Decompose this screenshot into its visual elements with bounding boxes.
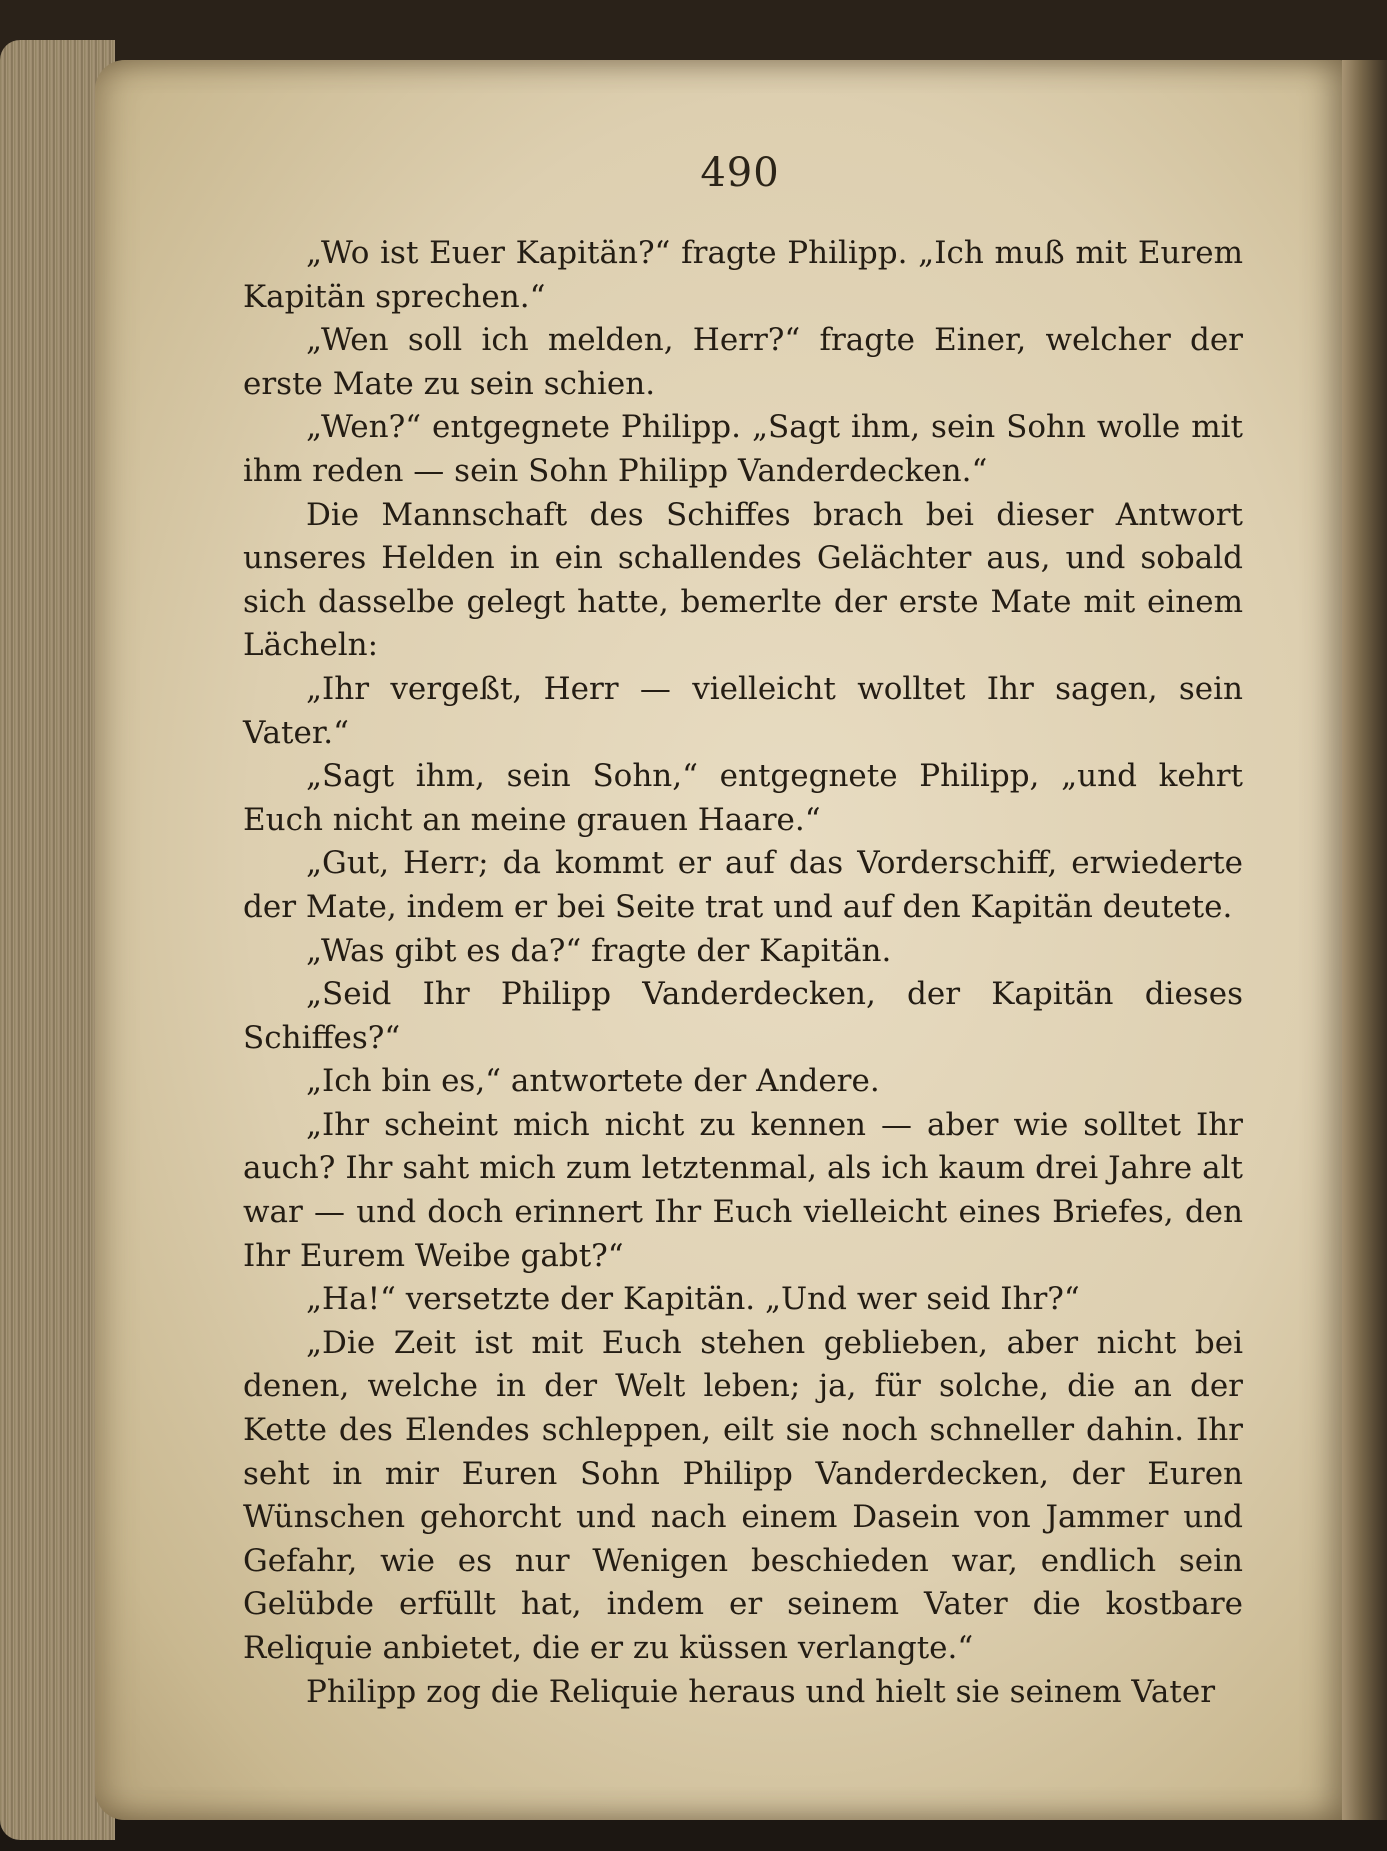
paragraph: Die Mannschaft des Schiffes brach bei dieser Antwort unseres Helden in ein schallendes Gelächter aus, und sobald sich dasselbe gelegt hatte, bemerlte der erste Mate mit einem Lächeln: <box>243 496 1243 664</box>
page-number: 490 <box>700 150 780 196</box>
paragraph: „Wo ist Euer Kapitän?“ fragte Philipp. „Ich muß mit Eurem Kapitän sprechen.“ <box>243 235 1243 315</box>
paragraph: „Ihr vergeßt, Herr — vielleicht wolltet Ihr sagen, sein Vater.“ <box>243 670 1243 751</box>
paragraph: „Gut, Herr; da kommt er auf das Vorderschiff, erwiederte der Mate, indem er bei Seite trat und auf den Kapitän deutete. <box>243 845 1243 925</box>
paragraph: „Ihr scheint mich nicht zu kennen — aber wie solltet Ihr auch? Ihr saht mich zum letztenmal, als ich kaum drei Jahre alt war — und doch erinnert Ihr Euch vielleicht eines Briefes, den Ihr Eurem Weibe gabt?“ <box>243 1106 1243 1274</box>
paragraph: „Wen?“ entgegnete Philipp. „Sagt ihm, sein Sohn wolle mit ihm reden — sein Sohn Philipp Vanderdecken.“ <box>243 409 1243 489</box>
paragraph: Philipp zog die Reliquie heraus und hielt sie seinem Vater <box>306 1673 1216 1710</box>
paragraph: „Die Zeit ist mit Euch stehen geblieben, aber nicht bei denen, welche in der Welt leben; ja, für solche, die an der Kette des Elendes schleppen, eilt sie noch schneller dahin. Ihr seht in mir Euren Sohn Philipp Vanderdecken, der Euren Wünschen gehorcht und nach einem Dasein von Jammer und Gefahr, wie es nur Wenigen beschieden war, endlich sein Gelübde erfüllt hat, indem er seinem Vater die kostbare Reliquie anbietet, die er zu küssen verlangte.“ <box>243 1324 1243 1666</box>
paragraph: „Ich bin es,“ antwortete der Andere. <box>306 1063 880 1100</box>
paragraph: „Seid Ihr Philipp Vanderdecken, der Kapitän dieses Schiffes?“ <box>243 976 1243 1056</box>
paragraph: „Was gibt es da?“ fragte der Kapitän. <box>306 932 892 969</box>
paragraph: „Sagt ihm, sein Sohn,“ entgegnete Philipp, „und kehrt Euch nicht an meine grauen Haare.“ <box>243 758 1243 838</box>
book-gutter <box>1342 60 1387 1820</box>
body-text <box>243 232 1243 1714</box>
paragraph: „Ha!“ versetzte der Kapitän. „Und wer seid Ihr?“ <box>306 1281 1080 1318</box>
paragraph: „Wen soll ich melden, Herr?“ fragte Einer, welcher der erste Mate zu sein schien. <box>243 322 1243 402</box>
